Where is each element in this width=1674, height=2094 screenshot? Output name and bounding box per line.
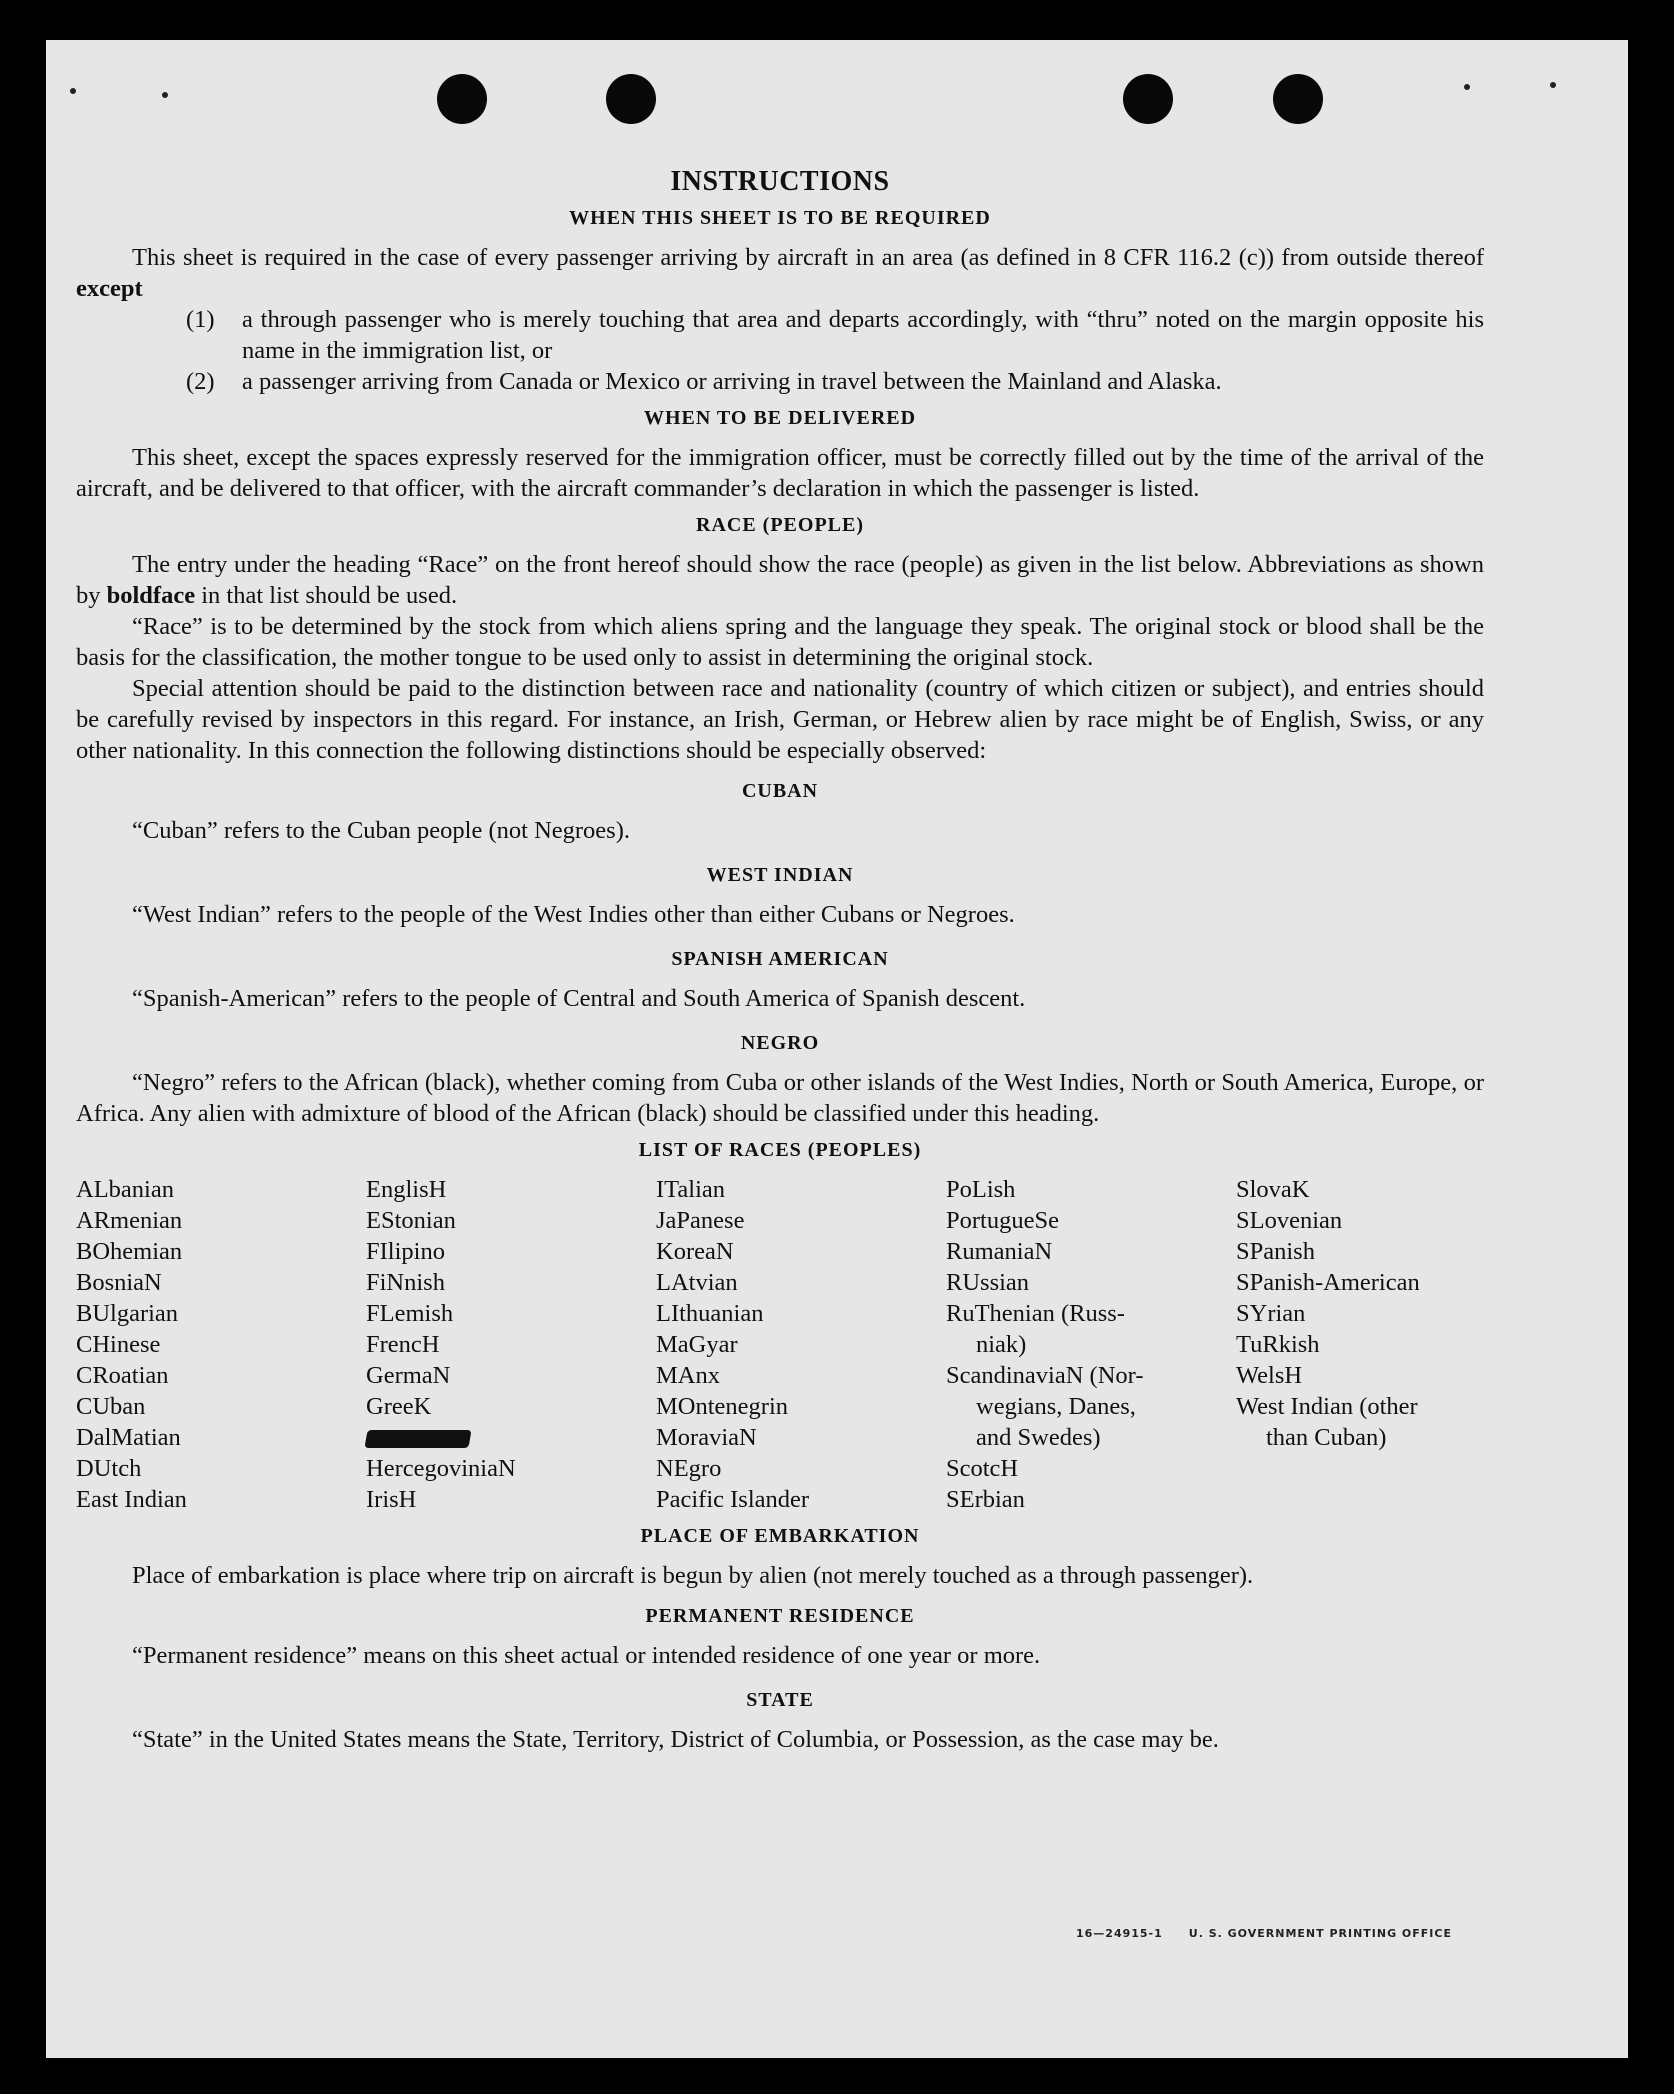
permanent-residence-text: “Permanent residence” means on this sheet actual or intended residence of one year or more. bbox=[132, 1642, 1041, 1669]
section-heading-state: STATE bbox=[746, 1689, 814, 1711]
race-entry: FrencH bbox=[366, 1331, 440, 1358]
race-entry: KoreaN bbox=[656, 1238, 734, 1265]
exception-item: (1) a through passenger who is merely touching that area and departs accordingly, with “thru” noted on the margin opposite his name in the immigration list, or bbox=[186, 306, 1484, 364]
race-entry: ScandinaviaN (Nor- bbox=[946, 1362, 1144, 1389]
races-column bbox=[366, 1174, 656, 1515]
exception-item: (2) a passenger arriving from Canada or Mexico or arriving in travel between the Mainland and Alaska. bbox=[186, 368, 1222, 395]
race-entry: BosniaN bbox=[76, 1269, 162, 1296]
cuban-text: “Cuban” refers to the Cuban people (not Negroes). bbox=[132, 817, 630, 844]
race-entry: TuRkish bbox=[1236, 1331, 1320, 1358]
race-entry: ARmenian bbox=[76, 1207, 183, 1234]
punch-hole bbox=[606, 74, 656, 124]
section-heading-west-indian: WEST INDIAN bbox=[706, 864, 854, 886]
race-entry: IrisH bbox=[366, 1486, 417, 1513]
section-heading-negro: NEGRO bbox=[740, 1032, 820, 1054]
race-entry: SPanish bbox=[1236, 1238, 1315, 1265]
printer-imprint bbox=[1050, 1927, 1452, 1940]
race-entry: RuThenian (Russ- bbox=[946, 1300, 1125, 1327]
race-entry: MaGyar bbox=[656, 1331, 738, 1358]
race-entry: Pacific Islander bbox=[656, 1486, 810, 1513]
punch-hole bbox=[1123, 74, 1173, 124]
race-entry: DalMatian bbox=[76, 1424, 181, 1451]
race-entry: EStonian bbox=[366, 1207, 456, 1234]
instructions-content bbox=[76, 166, 1484, 1755]
document-page bbox=[46, 40, 1628, 2058]
race-entry: SErbian bbox=[946, 1486, 1025, 1513]
race-entry: ScotcH bbox=[946, 1455, 1019, 1482]
races-list bbox=[76, 1174, 1484, 1515]
race-entry: ALbanian bbox=[76, 1176, 174, 1203]
section-heading-embarkation: PLACE OF EMBARKATION bbox=[640, 1525, 920, 1547]
scan-speck bbox=[162, 92, 168, 98]
races-column bbox=[656, 1174, 946, 1515]
race-entry-continued: than Cuban) bbox=[1266, 1424, 1387, 1451]
spanish-american-text: “Spanish-American” refers to the people of Central and South America of Spanish descent. bbox=[132, 985, 1026, 1012]
race-paragraph-2: “Race” is to be determined by the stock from which aliens spring and the language they speak. The original stock or blood shall be the basis for the classification, the mother tongue to be used only to assist in determining the original stock. bbox=[76, 613, 1484, 671]
section-heading-when-required: WHEN THIS SHEET IS TO BE REQUIRED bbox=[569, 207, 991, 229]
race-entry: FLemish bbox=[366, 1300, 454, 1327]
scan-speck bbox=[70, 88, 76, 94]
races-column bbox=[1236, 1174, 1496, 1515]
race-entry-continued: and Swedes) bbox=[976, 1424, 1101, 1451]
race-entry: CHinese bbox=[76, 1331, 161, 1358]
race-entry-continued: wegians, Danes, bbox=[976, 1393, 1136, 1420]
race-entry: SYrian bbox=[1236, 1300, 1306, 1327]
race-entry: DUtch bbox=[76, 1455, 142, 1482]
race-entry: GermaN bbox=[366, 1362, 451, 1389]
race-entry-continued: niak) bbox=[976, 1331, 1027, 1358]
section-heading-spanish-american: SPANISH AMERICAN bbox=[671, 948, 889, 970]
race-entry: WelsH bbox=[1236, 1362, 1303, 1389]
punch-hole bbox=[437, 74, 487, 124]
punch-hole bbox=[1273, 74, 1323, 124]
redacted-entry bbox=[366, 1422, 656, 1453]
race-entry: PoLish bbox=[946, 1176, 1016, 1203]
scan-speck bbox=[1464, 84, 1470, 90]
race-entry: JaPanese bbox=[656, 1207, 745, 1234]
race-paragraph-1: The entry under the heading “Race” on the front hereof should show the race (people) as given in the list below. Abbreviations as shown by boldface in that list should be used. bbox=[76, 551, 1484, 609]
race-entry: SPanish-American bbox=[1236, 1269, 1420, 1296]
negro-text: “Negro” refers to the African (black), whether coming from Cuba or other islands of the West Indies, North or South America, Europe, or Africa. Any alien with admixture of blood of the African (black) should be classified under this heading. bbox=[76, 1069, 1484, 1127]
race-entry: EnglisH bbox=[366, 1176, 447, 1203]
race-entry: CRoatian bbox=[76, 1362, 169, 1389]
form-number: 16—24915-1 bbox=[1075, 1927, 1163, 1940]
race-entry: FIlipino bbox=[366, 1238, 445, 1265]
race-entry: HercegoviniaN bbox=[366, 1455, 516, 1482]
state-text: “State” in the United States means the State, Territory, District of Columbia, or Possession, as the case may be. bbox=[132, 1726, 1219, 1753]
race-entry: ITalian bbox=[656, 1176, 726, 1203]
race-entry: East Indian bbox=[76, 1486, 187, 1513]
race-entry: RUssian bbox=[946, 1269, 1030, 1296]
when-required-intro: This sheet is required in the case of every passenger arriving by aircraft in an area (as defined in 8 CFR 116.2 (c)) from outside thereof except bbox=[76, 244, 1484, 302]
race-entry: GreeK bbox=[366, 1393, 432, 1420]
race-paragraph-3: Special attention should be paid to the distinction between race and nationality (country of which citizen or subject), and entries should be carefully revised by inspectors in this regard. For instance, an Irish, German, or Hebrew alien by race might be of English, Swiss, or any other nationality. In this connection the following distinctions should be especially observed: bbox=[76, 675, 1484, 764]
section-heading-permanent-residence: PERMANENT RESIDENCE bbox=[645, 1605, 915, 1627]
race-entry: MAnx bbox=[656, 1362, 720, 1389]
section-heading-cuban: CUBAN bbox=[741, 780, 819, 802]
races-column bbox=[76, 1174, 366, 1515]
section-heading-race: RACE (PEOPLE) bbox=[696, 514, 864, 536]
race-entry: West Indian (other bbox=[1236, 1393, 1418, 1420]
section-heading-when-delivered: WHEN TO BE DELIVERED bbox=[643, 407, 917, 429]
embarkation-text: Place of embarkation is place where trip on aircraft is begun by alien (not merely touched as a through passenger). bbox=[132, 1562, 1254, 1589]
when-delivered-text: This sheet, except the spaces expressly reserved for the immigration officer, must be correctly filled out by the time of the arrival of the aircraft, and be delivered to that officer, with the aircraft commander’s declaration in which the passenger is listed. bbox=[76, 444, 1484, 502]
race-entry: PortugueSe bbox=[946, 1207, 1059, 1234]
race-entry: NEgro bbox=[656, 1455, 722, 1482]
race-entry: MoraviaN bbox=[656, 1424, 757, 1451]
race-entry: BOhemian bbox=[76, 1238, 183, 1265]
race-entry: FiNnish bbox=[366, 1269, 445, 1296]
race-entry: RumaniaN bbox=[946, 1238, 1053, 1265]
race-entry: BUlgarian bbox=[76, 1300, 179, 1327]
race-entry: CUban bbox=[76, 1393, 146, 1420]
redaction-mark bbox=[364, 1430, 471, 1448]
race-entry: LAtvian bbox=[656, 1269, 738, 1296]
section-heading-list-of-races: LIST OF RACES (PEOPLES) bbox=[638, 1139, 922, 1161]
printer-name: U. S. GOVERNMENT PRINTING OFFICE bbox=[1188, 1927, 1452, 1940]
scan-speck bbox=[1550, 82, 1556, 88]
page-title: INSTRUCTIONS bbox=[670, 166, 890, 197]
race-entry: SLovenian bbox=[1236, 1207, 1343, 1234]
race-entry: LIthuanian bbox=[656, 1300, 764, 1327]
west-indian-text: “West Indian” refers to the people of the West Indies other than either Cubans or Negroes. bbox=[132, 901, 1015, 928]
races-column bbox=[946, 1174, 1236, 1515]
race-entry: MOntenegrin bbox=[656, 1393, 788, 1420]
race-entry: SlovaK bbox=[1236, 1176, 1310, 1203]
